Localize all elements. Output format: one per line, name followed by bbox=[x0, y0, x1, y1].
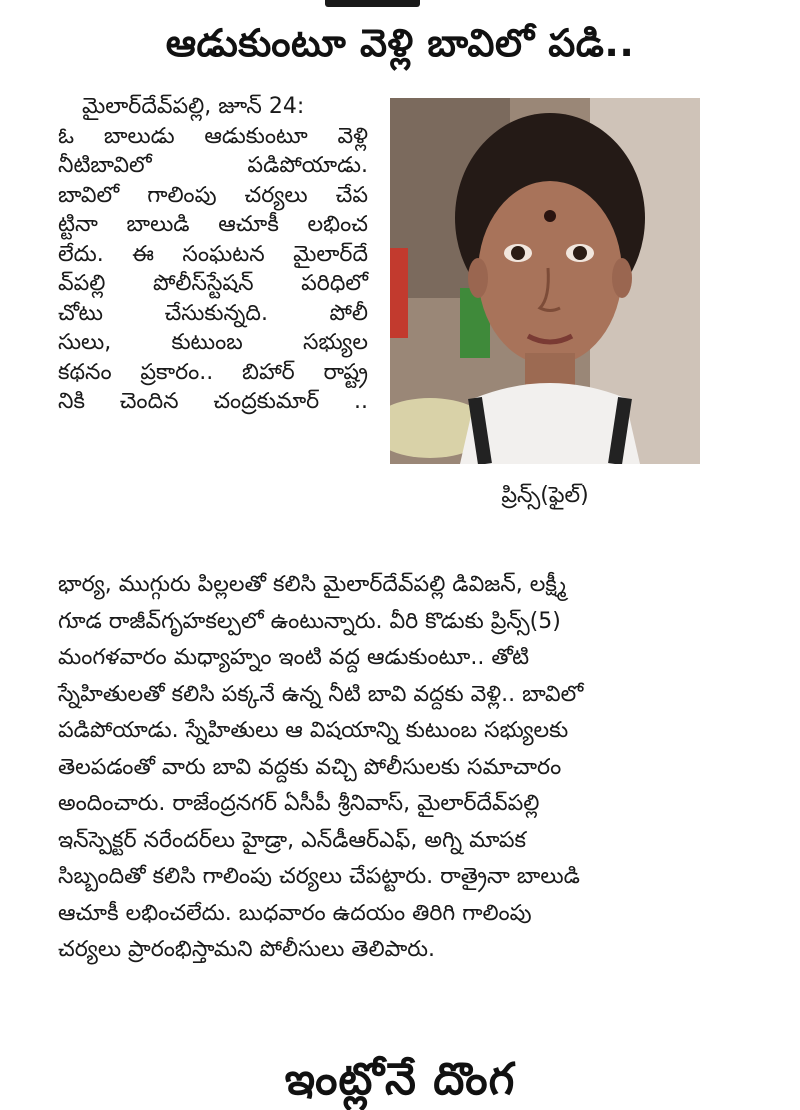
lead-line: ట్టినా బాలుడి ఆచూకీ లభించ bbox=[58, 212, 368, 237]
lead-line: నికి చెందిన చంద్రకుమార్ .. bbox=[58, 389, 368, 414]
lead-line: లేదు. ఈ సంఘటన మైలార్‌దే bbox=[58, 241, 368, 267]
lead-line: కథనం ప్రకారం.. బిహార్ రాష్ట్ర bbox=[58, 359, 368, 385]
lead-line: వ్‌పల్లి పోలీస్‌స్టేషన్ పరిధిలో bbox=[58, 271, 368, 296]
dateline: మైలార్‌దేవ్‌పల్లి, జూన్ 24: bbox=[82, 94, 305, 119]
body-line: ఆచూకీ లభించలేదు. బుధవారం ఉదయం తిరిగి గాలింపు bbox=[58, 900, 532, 926]
body-line: గూడ రాజీవ్‌గృహకల్పలో ఉంటున్నారు. వీరి కొడుకు ప్రిన్స్(5) bbox=[58, 608, 561, 634]
article-headline: ఆడుకుంటూ వెళ్లి బావిలో పడి.. bbox=[165, 21, 635, 65]
lead-line: ఓ బాలుడు ఆడుకుంటూ వెళ్లి bbox=[58, 123, 368, 149]
body-line: అందించారు. రాజేంద్రనగర్ ఏసీపీ శ్రీనివాస్, మైలార్‌దేవ్‌పల్లి bbox=[58, 791, 540, 816]
article-lead-column bbox=[58, 92, 368, 417]
body-line: పడిపోయాడు. స్నేహితులు ఆ విషయాన్ని కుటుంబ సభ్యులకు bbox=[58, 718, 569, 743]
body-line: చర్యలు ప్రారంభిస్తామని పోలీసులు తెలిపారు. bbox=[58, 937, 435, 962]
body-line: సిబ్బందితో కలిసి గాలింపు చర్యలు చేపట్టారు. రాత్రైనా బాలుడి bbox=[58, 864, 580, 889]
photo-caption: ప్రిన్స్(ఫైల్) bbox=[501, 483, 589, 508]
body-line: ఇన్‌స్పెక్టర్ నరేందర్‌లు హైడ్రా, ఎన్‌డీఆర్‌ఎఫ్, అగ్ని మాపక bbox=[58, 827, 526, 853]
lead-line: సులు, కుటుంబ సభ్యుల bbox=[58, 330, 368, 355]
body-line: మంగళవారం మధ్యాహ్నం ఇంటి వద్ద ఆడుకుంటూ.. తోటి bbox=[58, 645, 530, 670]
lead-line: బావిలో గాలింపు చర్యలు చేప bbox=[58, 182, 368, 208]
article-body bbox=[58, 567, 700, 969]
next-article-headline: ఇంట్లోనే దొంగ bbox=[284, 1054, 516, 1105]
child-photo bbox=[390, 98, 700, 464]
body-line: తెలపడంతో వారు బావి వద్దకు వచ్చి పోలీసులకు సమాచారం bbox=[58, 754, 562, 780]
body-line: స్నేహితులతో కలిసి పక్కనే ఉన్న నీటి బావి వద్దకు వెళ్లి.. బావిలో bbox=[58, 681, 584, 707]
previous-article-fragment bbox=[325, 0, 420, 7]
body-line: భార్య, ముగ్గురు పిల్లలతో కలిసి మైలార్‌దేవ్‌పల్లి డివిజన్, లక్ష్మీ bbox=[58, 572, 567, 597]
lead-line: చోటు చేసుకున్నది. పోలీ bbox=[58, 300, 368, 326]
lead-line: నీటిబావిలో పడిపోయాడు. bbox=[58, 153, 368, 178]
